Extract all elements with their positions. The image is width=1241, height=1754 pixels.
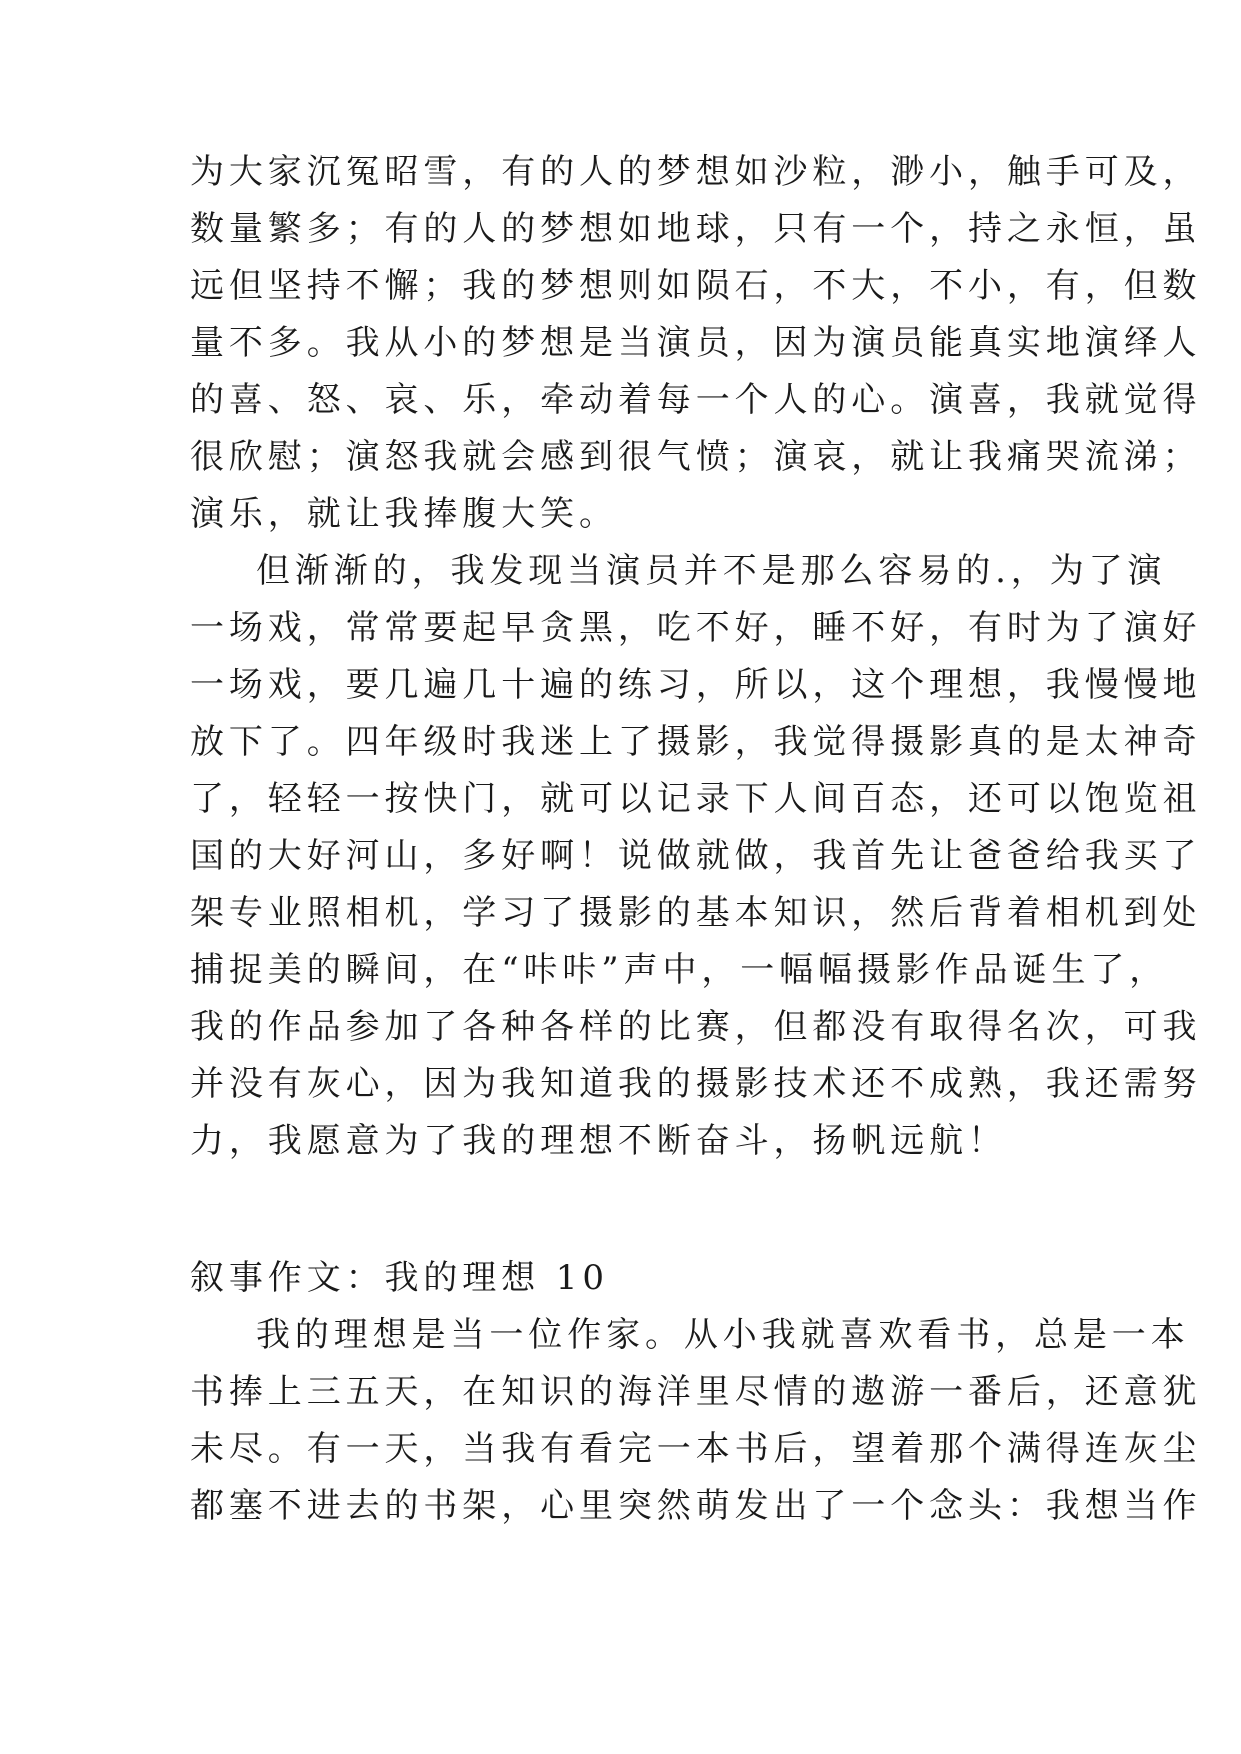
paragraph-2-line-5: 了，轻轻一按快门，就可以记录下人间百态，还可以饱览祖 <box>190 779 1202 819</box>
paragraph-2-line-1: 但渐渐的，我发现当演员并不是那么容易的.，为了演 <box>256 551 1167 591</box>
paragraph-1-line-5: 的喜、怒、哀、乐，牵动着每一个人的心。演喜，我就觉得 <box>190 380 1202 420</box>
paragraph-2-line-7: 架专业照相机，学习了摄影的基本知识，然后背着相机到处 <box>190 893 1202 933</box>
paragraph-2-line-3: 一场戏，要几遍几十遍的练习，所以，这个理想，我慢慢地 <box>190 665 1202 705</box>
paragraph-3-line-4: 都塞不进去的书架，心里突然萌发出了一个念头：我想当作 <box>190 1486 1202 1526</box>
paragraph-2-line-8: 捕捉美的瞬间，在“咔咔”声中，一幅幅摄影作品诞生了， <box>190 950 1169 990</box>
paragraph-3-line-2: 书捧上三五天，在知识的海洋里尽情的遨游一番后，还意犹 <box>190 1372 1202 1412</box>
paragraph-1-line-2: 数量繁多；有的人的梦想如地球，只有一个，持之永恒，虽 <box>190 209 1202 249</box>
paragraph-1-line-6: 很欣慰；演怒我就会感到很气愤；演哀，就让我痛哭流涕； <box>190 437 1202 477</box>
paragraph-2-line-9: 我的作品参加了各种各样的比赛，但都没有取得名次，可我 <box>190 1007 1202 1047</box>
paragraph-2-line-11: 力，我愿意为了我的理想不断奋斗，扬帆远航！ <box>190 1121 1007 1161</box>
section-title: 叙事作文：我的理想 10 <box>190 1258 609 1298</box>
paragraph-1-line-4: 量不多。我从小的梦想是当演员，因为演员能真实地演绎人 <box>190 323 1202 363</box>
paragraph-3-line-1: 我的理想是当一位作家。从小我就喜欢看书，总是一本 <box>256 1315 1190 1355</box>
paragraph-1-line-7: 演乐，就让我捧腹大笑。 <box>190 494 618 534</box>
paragraph-2-line-10: 并没有灰心，因为我知道我的摄影技术还不成熟，我还需努 <box>190 1064 1202 1104</box>
paragraph-2-line-4: 放下了。四年级时我迷上了摄影，我觉得摄影真的是太神奇 <box>190 722 1202 762</box>
paragraph-1-line-3: 远但坚持不懈；我的梦想则如陨石，不大，不小，有，但数 <box>190 266 1202 306</box>
paragraph-3-line-3: 未尽。有一天，当我有看完一本书后，望着那个满得连灰尘 <box>190 1429 1202 1469</box>
paragraph-2-line-6: 国的大好河山，多好啊！说做就做，我首先让爸爸给我买了 <box>190 836 1202 876</box>
paragraph-1-line-1: 为大家沉冤昭雪，有的人的梦想如沙粒，渺小，触手可及， <box>190 152 1202 192</box>
paragraph-2-line-2: 一场戏，常常要起早贪黑，吃不好，睡不好，有时为了演好 <box>190 608 1202 648</box>
